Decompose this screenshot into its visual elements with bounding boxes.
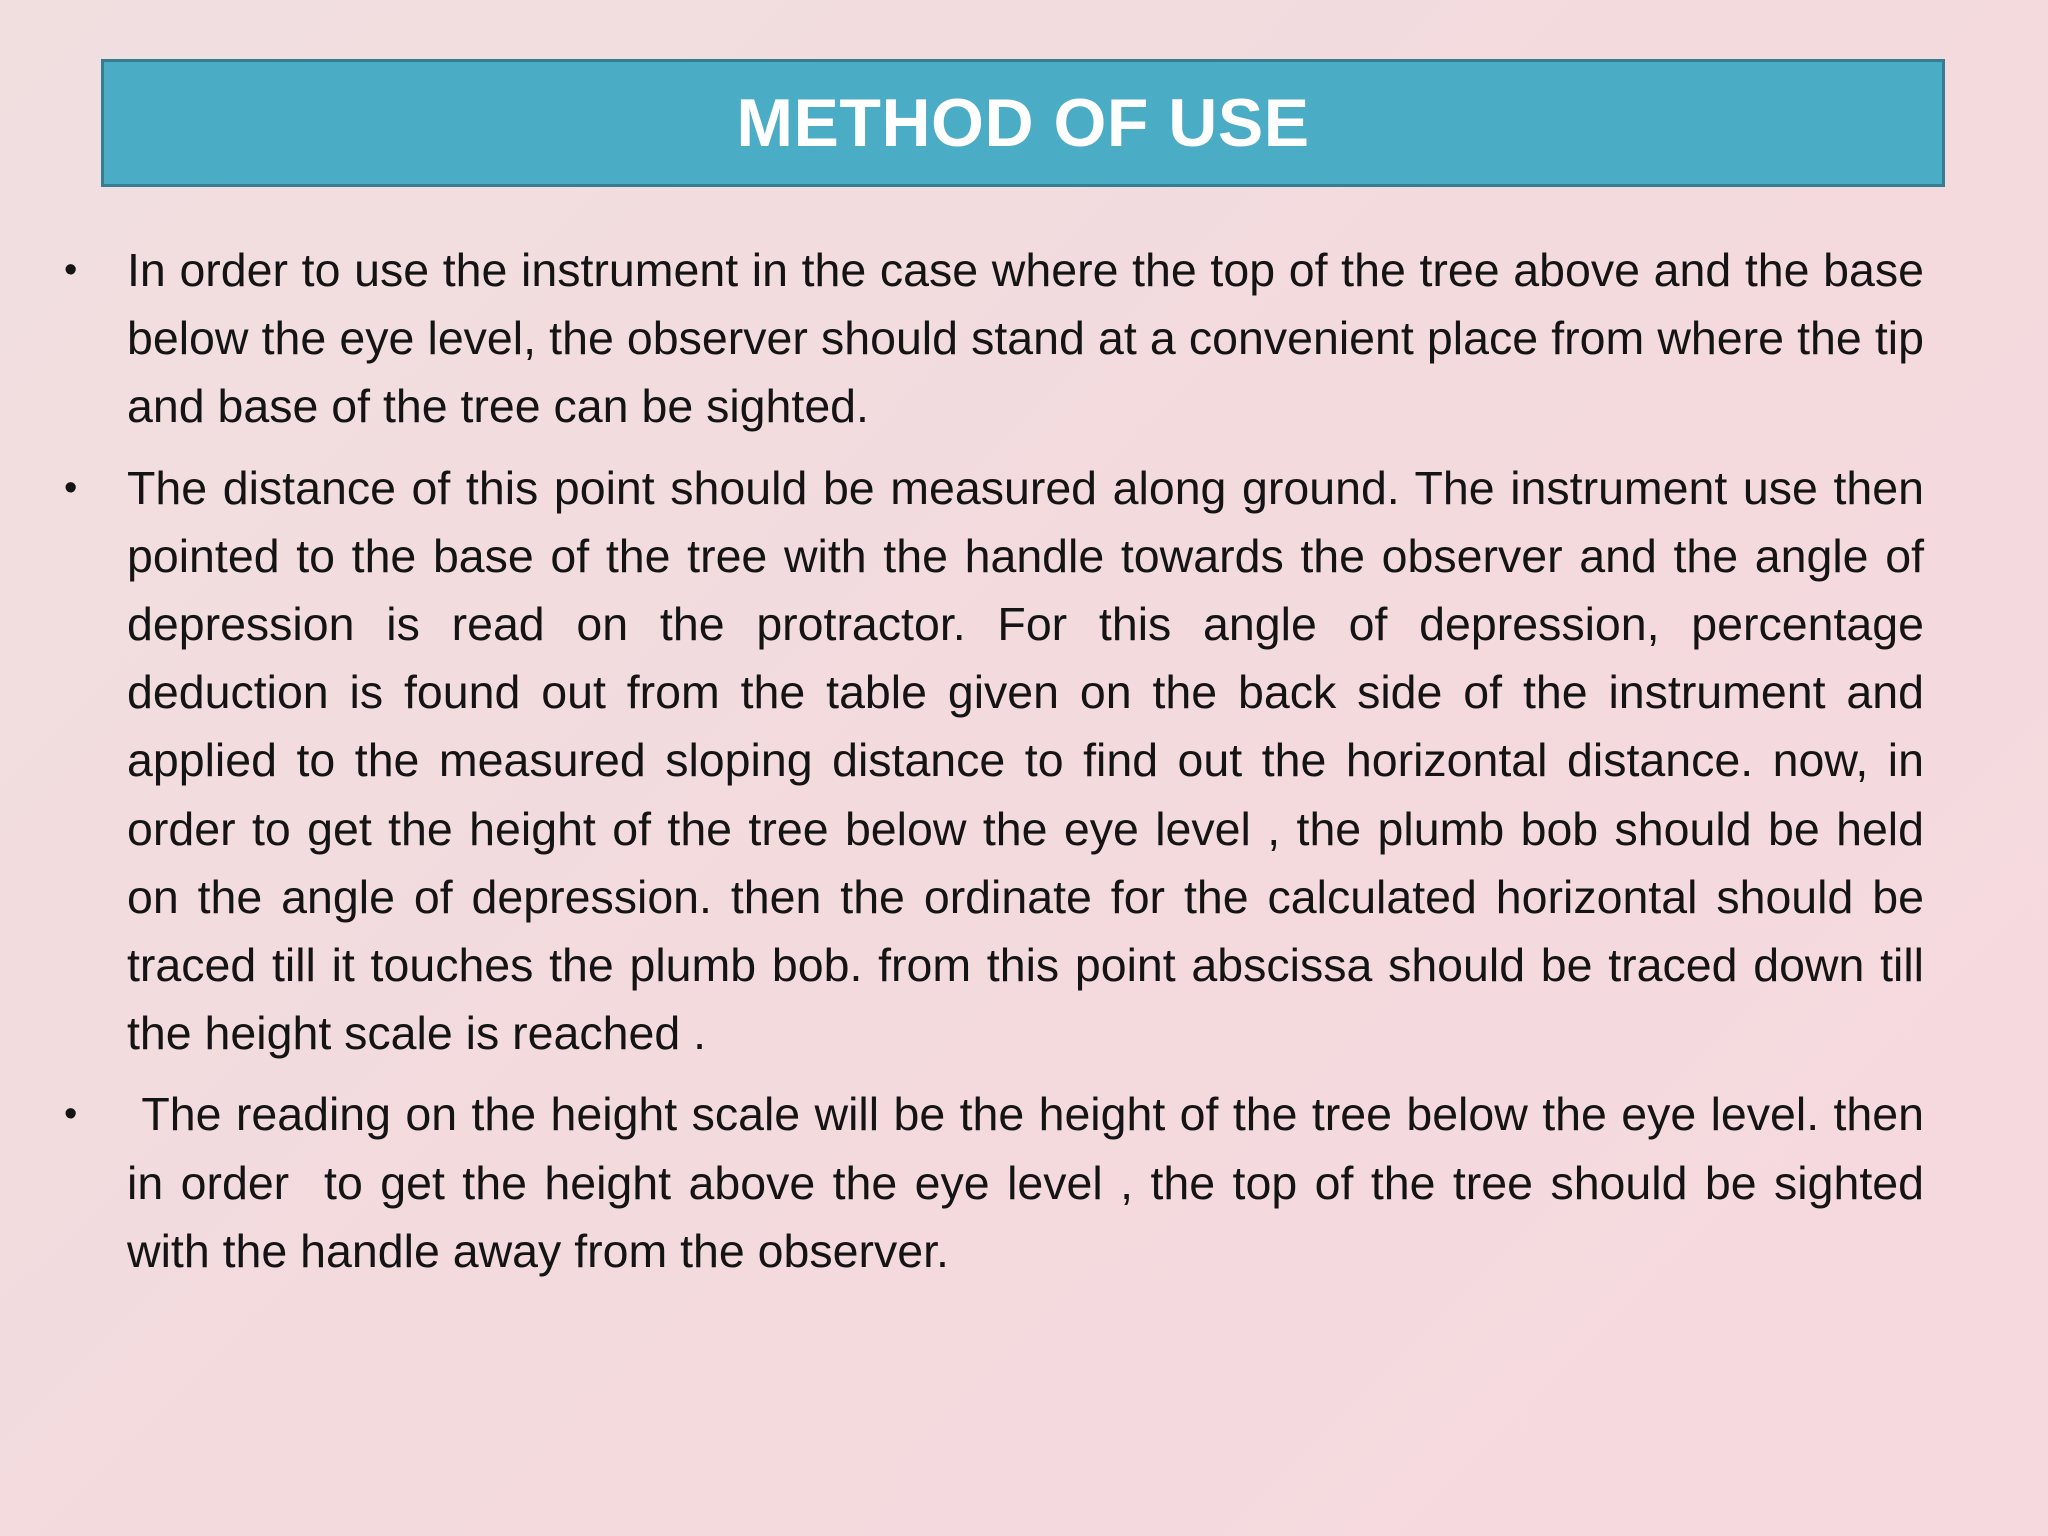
bullet-item-2 [60, 454, 1937, 1068]
bullet-text: The distance of this point should be measured along ground. The instrument use then pointed to the base of the tree with the handle towards the observer and the angle of depression is read on the protractor. For this angle of depression, percentage deduction is found out from the table given on the back side of the instrument and applied to the measured sloping distance to find out the horizontal distance. now, in order to get the height of the tree below the eye level , the plumb bob should be held on the angle of depression. then the ordinate for the calculated horizontal should be traced till it touches the plumb bob. from this point abscissa should be traced down till the height scale is reached . [127, 461, 1937, 1060]
bullet-text: The reading on the height scale will be the height of the tree below the eye level. then in order to get the height above the eye level , the top of the tree should be sighted with the handle away from the observer. [127, 1088, 1937, 1277]
bullet-item-3 [60, 1080, 1937, 1285]
title-banner [101, 59, 1945, 187]
slide-title: METHOD OF USE [736, 85, 1310, 161]
bullet-icon: • [64, 466, 78, 509]
bullet-text: In order to use the instrument in the case where the top of the tree above and the base below the eye level, the observer should stand at a convenient place from where the tip and base of the tree can be sighted. [127, 244, 1937, 433]
bullet-icon: • [64, 249, 78, 291]
bullet-item-1 [60, 236, 1937, 441]
bullet-icon: • [64, 1093, 78, 1136]
bullet-list [60, 236, 1937, 1298]
